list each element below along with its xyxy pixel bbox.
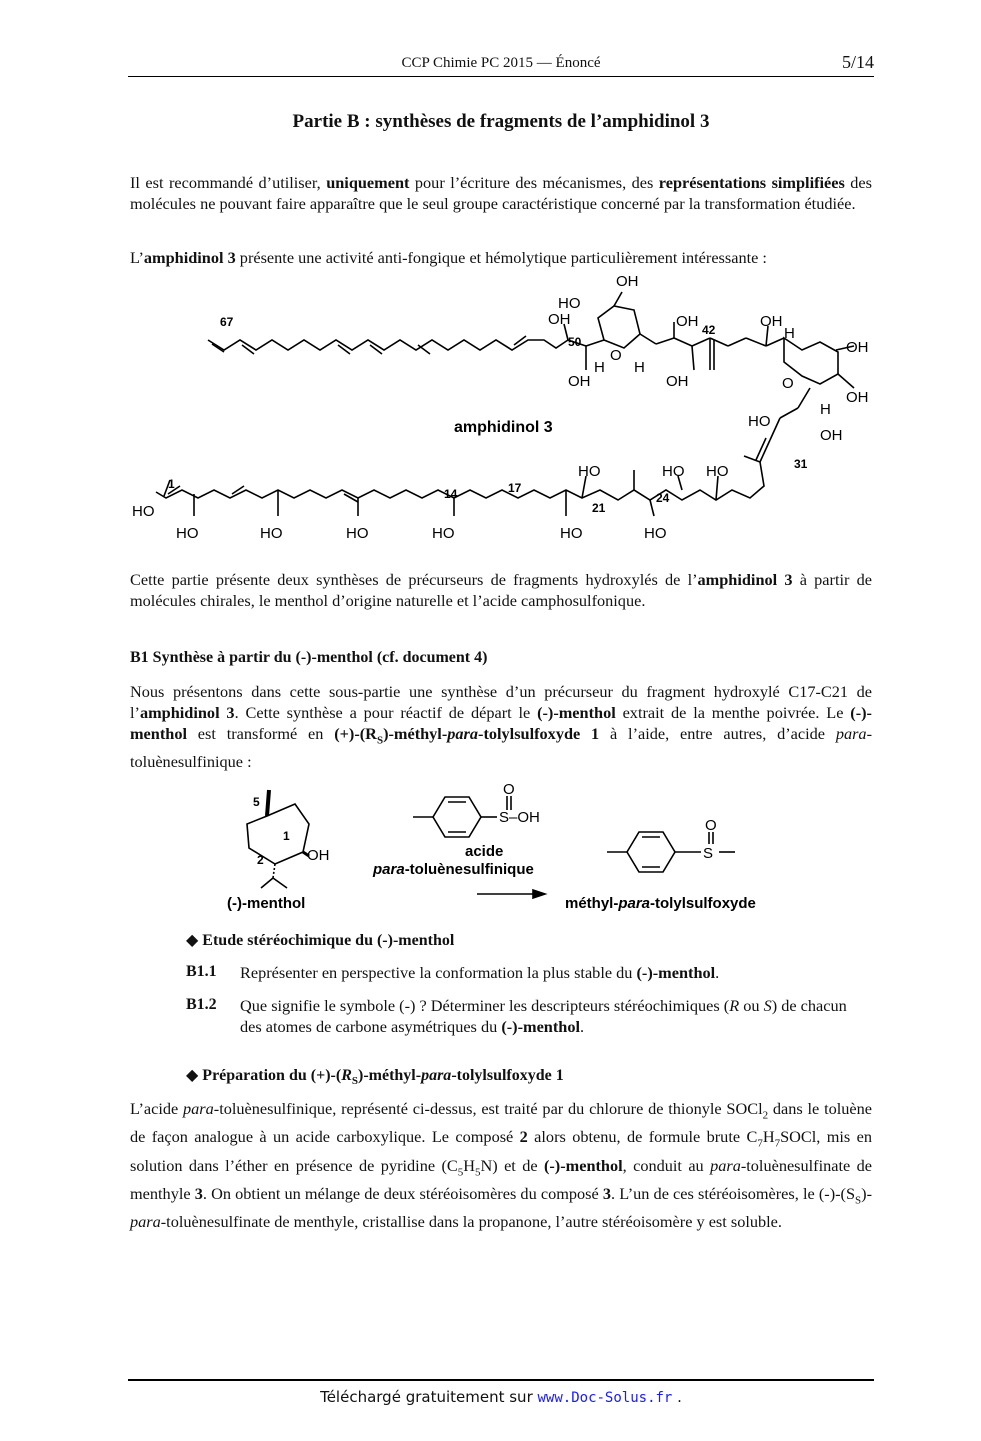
sulfinic-s-oh-label: S–OH (499, 809, 540, 826)
h-label: H (820, 401, 831, 418)
question-b1-1-number: B1.1 (186, 963, 217, 980)
product-label: méthyl-para-tolylsulfoxyde (565, 895, 756, 912)
atom-number-17: 17 (508, 481, 522, 495)
h-label: H (594, 359, 605, 376)
page-number: 5/14 (841, 52, 874, 72)
reagent-name-line1: acide (465, 843, 504, 860)
amphidinol-3-structure (120, 270, 890, 550)
ho-label: HO (558, 295, 581, 312)
atom-number-24: 24 (656, 491, 670, 505)
atom-number-31: 31 (794, 457, 808, 471)
atom-number-14: 14 (444, 487, 458, 501)
header-title: CCP Chimie PC 2015 — Énoncé (401, 55, 601, 71)
stereo-bullet: ◆ Etude stéréochimique du (-)-menthol (186, 932, 455, 949)
atom-number-1: 1 (168, 477, 175, 491)
ho-label: HO (346, 525, 369, 542)
footer-link[interactable]: www.Doc-Solus.fr (537, 1390, 673, 1406)
intro-paragraph: Il est recommandé d’utiliser, uniquement pour l’écriture des mécanismes, des représentations simplifiées des molécules ne pouvant faire apparaître que le seul groupe caractéristique concerné par la transformation étudiée. (130, 173, 872, 213)
reagent-name-line2: para-toluènesulfinique (373, 861, 534, 878)
oh-label: OH (820, 427, 843, 444)
ho-label: HO (706, 463, 729, 480)
ho-label: HO (748, 413, 771, 430)
ho-label: HO (578, 463, 601, 480)
h-label: H (784, 325, 795, 342)
menthol-c5-label: 5 (253, 795, 260, 809)
question-b1-1-text: Représenter en perspective la conformation la plus stable du (-)-menthol. (240, 963, 720, 982)
sulfinic-o-label: O (503, 781, 515, 798)
question-b1-2-number: B1.2 (186, 996, 217, 1013)
ho-label: HO (432, 525, 455, 542)
page-footer: Téléchargé gratuitement sur www.Doc-Solus.fr . (320, 1388, 682, 1406)
b1-paragraph: Nous présentons dans cette sous-partie une synthèse d’un précurseur du fragment hydroxylé C17-C21 de l’amphidinol 3. Cette synthèse a pour réactif de départ le (-)-menthol extrait de la menthe poivrée. Le (-)-menthol est transformé en $(+)-(R_S)-méthyl-para$-tolylsulfoxyde 1 à l’aide, entre autres, d’acide para-toluènesulfinique : (130, 682, 872, 772)
section-title: Partie B : synthèses de fragments de l’amphidinol 3 (292, 111, 710, 132)
menthol-c2-label: 2 (257, 853, 264, 867)
menthol-c1-label: 1 (283, 829, 290, 843)
atom-number-21: 21 (592, 501, 606, 515)
oh-label: OH (666, 373, 689, 390)
oh-label: OH (846, 389, 869, 406)
amphidinol-intro: L’amphidinol 3 présente une activité anti-fongique et hémolytique particulièrement intéressante : (130, 248, 767, 267)
atom-number-67: 67 (220, 315, 234, 329)
question-b1-2-text: Que signifie le symbole (-) ? Déterminer les descripteurs stéréochimiques (R ou S) de chacun des atomes de carbone asymétriques du (-)-menthol. (240, 996, 847, 1036)
oh-label: OH (568, 373, 591, 390)
prep-bullet: ◆ Préparation du $(+)-(R_S)-méthyl-para$-tolylsulfoxyde 1 (186, 1067, 564, 1088)
ho-label: HO (132, 503, 155, 520)
sulfoxide-s-label: S (703, 845, 714, 862)
o-label: O (610, 347, 622, 364)
footer-rule (128, 1379, 874, 1381)
oh-label: OH (846, 339, 869, 356)
menthol-label: (-)-menthol (227, 895, 306, 912)
amphidinol-3-caption: amphidinol 3 (454, 419, 553, 436)
atom-number-42: 42 (702, 323, 716, 337)
oh-label: OH (616, 273, 639, 290)
sulfoxide-o-label: O (705, 817, 717, 834)
ho-label: HO (260, 525, 283, 542)
ho-label: HO (560, 525, 583, 542)
atom-number-50: 50 (568, 335, 582, 349)
prep-paragraph: L’acide para-toluènesulfinique, représenté ci-dessus, est traité par du chlorure de thionyle SOCl$_2$ dans le toluène de façon analogue à un acide carboxylique. Le composé 2 alors obtenu, de formule brute $C_7H_7SOCl$, mis en solution dans l’éther en présence de pyridine $(C_5H_5N)$ et de (-)-menthol, conduit au para-toluènesulfinate de menthyle 3. On obtient un mélange de deux stéréoisomères du composé 3. L’un de ces stéréoisomères, le $(-)-(S_S)-para$-toluènesulfinate de menthyle, cristallise dans la propanone, l’autre stéréoisomère y est soluble. (130, 1099, 873, 1231)
ho-label: HO (644, 525, 667, 542)
menthol-reaction-scheme (215, 780, 785, 920)
oh-label: OH (548, 311, 571, 328)
ho-label: HO (176, 525, 199, 542)
h-label: H (634, 359, 645, 376)
oh-label: OH (676, 313, 699, 330)
o-label: O (782, 375, 794, 392)
oh-label: OH (760, 313, 783, 330)
synthesis-overview-paragraph: Cette partie présente deux synthèses de précurseurs de fragments hydroxylés de l’amphidinol 3 à partir de molécules chirales, le menthol d’origine naturelle et l’acide camphosulfonique. (130, 570, 872, 610)
menthol-oh-label: OH (307, 847, 330, 864)
page-header (128, 52, 874, 77)
ho-label: HO (662, 463, 685, 480)
b1-heading: B1 Synthèse à partir du (-)-menthol (cf. document 4) (130, 649, 488, 666)
